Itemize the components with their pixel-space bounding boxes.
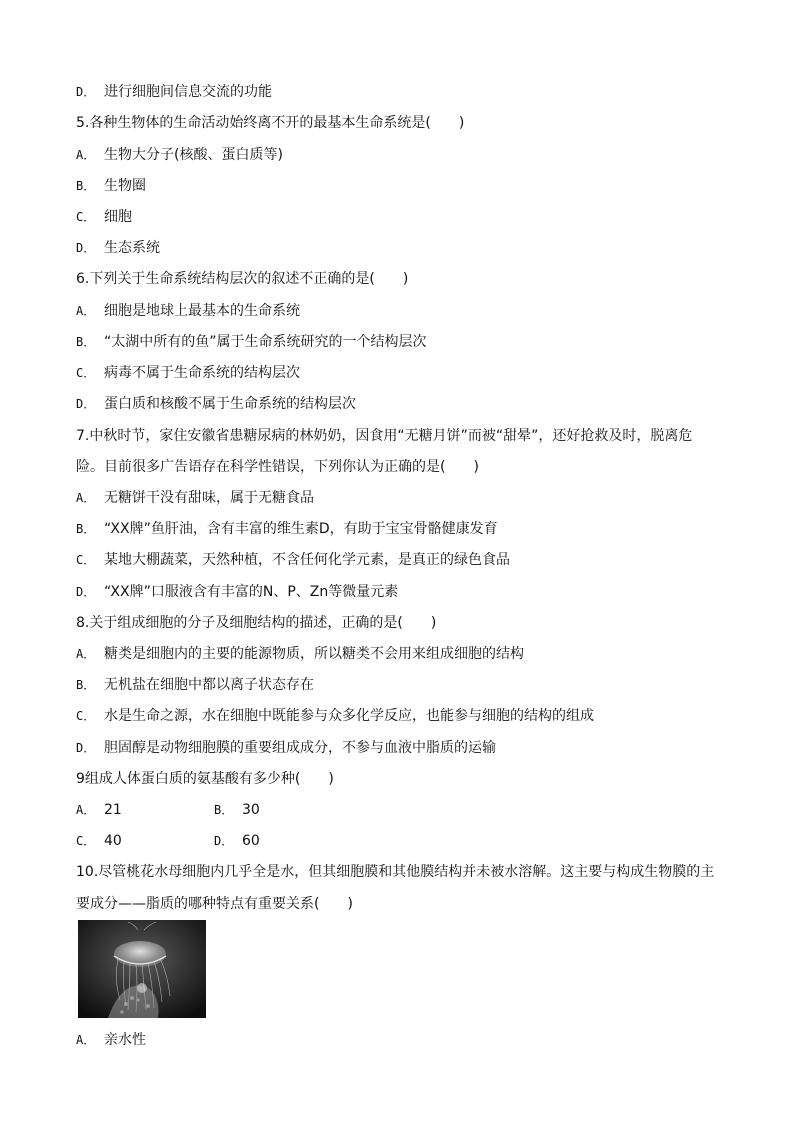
option-line [76,645,524,663]
option-row [76,832,376,850]
option-line [76,302,300,320]
option-text: 某地大棚蔬菜，天然种植，不含任何化学元素，是真正的绿色食品 [104,552,510,568]
question-9-stem: 9组成人体蛋白质的氨基酸有多少种( ) [76,771,334,787]
question-10-stem-line-1: 10.尽管桃花水母细胞内几乎全是水，但其细胞膜和其他膜结构并未被水溶解。这主要与构成生物膜的主 [76,864,715,880]
option-text: 蛋白质和核酸不属于生命系统的结构层次 [104,396,356,412]
option-line [76,551,510,569]
option-text: 30 [242,802,260,818]
option-letter: A． [76,647,96,661]
option-text: 无机盐在细胞中都以离子状态存在 [104,677,314,693]
option-text: 细胞 [104,209,132,225]
option-text: 21 [104,802,122,818]
question-7-stem-line-2: 险。目前很多广告语存在科学性错误，下列你认为正确的是( ) [76,459,479,475]
option-letter: D． [76,397,96,411]
option-b [214,801,260,819]
option-line [76,146,283,164]
option-text: 糖类是细胞内的主要的能源物质，所以糖类不会用来组成细胞的结构 [104,646,524,662]
option-letter: B． [76,179,96,193]
option-c [76,833,122,849]
option-letter: C． [76,553,96,567]
option-line [76,1031,146,1049]
option-letter: A． [76,803,96,817]
option-line [76,177,146,195]
option-letter: D． [76,85,96,99]
option-a [76,802,122,818]
option-text: 病毒不属于生命系统的结构层次 [104,365,300,381]
question-6-stem: 6.下列关于生命系统结构层次的叙述不正确的是( ) [76,271,409,287]
option-text: 生物大分子(核酸、蛋白质等) [104,147,283,163]
option-letter: D． [76,741,96,755]
option-line [76,239,160,257]
option-line [76,583,398,601]
option-line [76,489,314,507]
question-5-stem: 5.各种生物体的生命活动始终离不开的最基本生命系统是( ) [76,115,465,131]
option-text: “XX牌”口服液含有丰富的N、P、Zn等微量元素 [104,584,399,600]
option-text: 生物圈 [104,178,146,194]
option-line [76,676,314,694]
option-letter: C． [76,366,96,380]
option-text: 40 [104,833,122,849]
option-line [76,707,594,725]
option-line [76,364,300,382]
option-text: 生态系统 [104,240,160,256]
option-letter: C． [76,834,96,848]
option-line [76,333,427,351]
option-letter: A． [76,148,96,162]
option-text: 水是生命之源，水在细胞中既能参与众多化学反应，也能参与细胞的结构的组成 [104,708,594,724]
option-letter: B． [76,335,96,349]
option-line [76,395,356,413]
option-text: 亲水性 [104,1032,146,1048]
option-text: 进行细胞间信息交流的功能 [104,84,272,100]
option-text: 胆固醇是动物细胞膜的重要组成成分，不参与血液中脂质的运输 [104,740,496,756]
option-text: 细胞是地球上最基本的生命系统 [104,303,300,319]
option-text: “XX牌”鱼肝油，含有丰富的维生素D，有助于宝宝骨骼健康发育 [104,521,498,537]
option-letter: B． [76,522,96,536]
question-7-stem-line-1: 7.中秋时节，家住安徽省患糖尿病的林奶奶，因食用“无糖月饼”而被“甜晕”，还好抢救及时，脱离危 [76,428,693,444]
option-letter: B． [214,803,234,817]
option-line [76,83,272,101]
option-letter: D． [76,241,96,255]
option-letter: D． [76,585,96,599]
option-letter: A． [76,1033,96,1047]
option-letter: A． [76,304,96,318]
option-text: 无糖饼干没有甜味，属于无糖食品 [104,490,314,506]
option-letter: C． [76,210,96,224]
question-8-stem: 8.关于组成细胞的分子及细胞结构的描述，正确的是( ) [76,615,437,631]
jellyfish-illustration [78,920,206,1018]
option-letter: B． [76,678,96,692]
option-text: 60 [242,833,260,849]
option-letter: D． [214,834,234,848]
option-letter: C． [76,709,96,723]
option-line [76,520,498,538]
option-d [214,832,260,850]
jellyfish-photo [78,920,206,1018]
option-text: “太湖中所有的鱼”属于生命系统研究的一个结构层次 [104,334,427,350]
option-line [76,739,496,757]
option-line [76,208,132,226]
question-10-stem-line-2: 要成分——脂质的哪种特点有重要关系( ) [76,896,353,912]
option-letter: A． [76,491,96,505]
option-row [76,801,376,819]
